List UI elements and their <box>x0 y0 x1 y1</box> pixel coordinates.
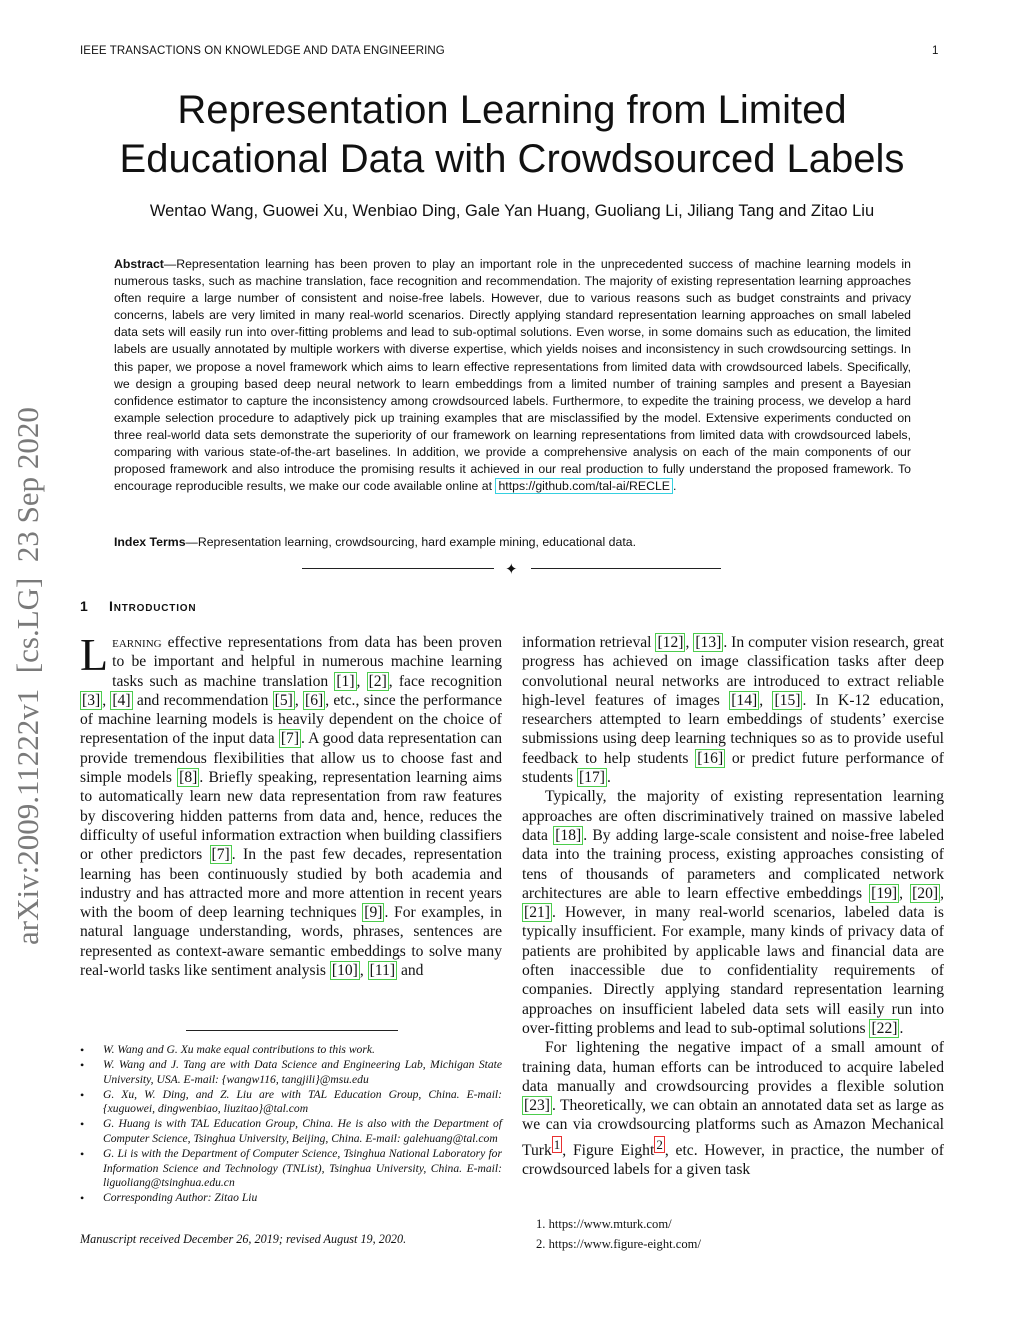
author-list: Wentao Wang, Guowei Xu, Wenbiao Ding, Gale Yan Huang, Guoliang Li, Jiliang Tang and Zitao Liu <box>149 202 875 220</box>
title-line-2: Educational Data with Crowdsourced Labels <box>119 137 905 181</box>
section-number: 1 <box>80 598 88 614</box>
citation-link[interactable]: [7] <box>280 730 300 748</box>
footnotes <box>536 1215 701 1254</box>
code-repo-link[interactable]: https://github.com/tal-ai/RECLE <box>495 478 673 494</box>
intro-paragraph-1: Learning effective representations from data has been proven to be important and helpful in numerous machine learning tasks such as machine translation [1] , [2] , face recognition [3] , [4] and recommendation [5] , [6] , etc., since the performance of machine learning models is heavily dependent on the choice of representation of the input data [7] . A good data representation can provide tremendous flexibilities that allow us to choose fast and simple models [8] . Briefly speaking, representation learning aims to automatically learn new data representation from raw features by discovering hidden patterns from data and, hence, reduces the difficulty of useful information extraction when building classifiers or other predictors [7] . In the past few decades, representation learning has been continuously studied by both academia and industry and has attracted more and more attention in recent years with the boom of deep learning techniques [9] . For examples, in natural language understanding, words, phrases, sentences are represented as context-aware semantic embeddings to solve many real-world tasks like sentiment analysis [10] , [11] and <box>80 629 503 980</box>
index-terms-body: —Representation learning, crowdsourcing, hard example mining, educational data. <box>185 535 636 549</box>
divider-ornament-icon: ✦ <box>505 562 518 578</box>
section-title: Introduction <box>109 598 197 614</box>
citation-link[interactable]: [12] <box>657 634 684 651</box>
citation-link[interactable]: [19] <box>871 884 898 902</box>
affiliation-note: • G. Li is with the Department of Computer Science, Tsinghua National Laboratory for Information Science and Technology (TNList), Tsinghua University, China. E-mail: liguoliang@tsinghua.edu.cn <box>80 1147 502 1191</box>
abstract-body: —Representation learning has been proven to play an important role in the unprecedented success of machine learning models in numerous tasks, such as machine translation, face recognition and recommendation. The majority of existing representation learning approaches often require a large number of consistent and noise-free labels. However, due to various reasons such as budget constraints and privacy concerns, labels are very limited in many real-world scenarios. Directly applying standard representation learning approaches on small labeled data sets will easily run into over-fitting problems and lead to sub-optimal solutions. Even worse, in some domains such as education, the limited labels are usually annotated by multiple workers with diverse expertise, which yields noises and inconsistency in such crowdsourcing settings. In this paper, we propose a novel framework which aims to learn effective representations from limited data with crowdsourced labels. Specifically, we design a grouping based deep neural network to learn embeddings from a limited number of training samples and present a Bayesian confidence estimator to capture the inconsistency among crowdsourced labels. Furthermore, to expedite the training process, we develop a hard example selection procedure to adaptively pick up training examples that are misclassified by the model. Extensive experiments conducted on three real-world data sets demonstrate the superiority of our framework on learning representations from limited data with crowdsourced labels, comparing with various state-of-the-art baselines. In addition, we provide a comprehensive analysis on each of the main components of our proposed framework and also introduce the promising results it achieved in our real production to fully understand the proposed framework. To encourage reproducible results, we make our code available online at <box>114 257 911 494</box>
affiliation-note: • G. Xu, W. Ding, and Z. Liu are with TAL Education Group, China. E-mail: {xuguowei, dingwenbiao, liuzitao}@tal.com <box>80 1088 502 1117</box>
journal-header: IEEE TRANSACTIONS ON KNOWLEDGE AND DATA ENGINEERING <box>80 45 445 57</box>
affiliation-note: • G. Huang is with TAL Education Group, China. He is also with the Department of Computer Science, Tsinghua University, Beijing, China. E-mail: galehuang@tal.com <box>80 1117 502 1146</box>
affiliation-note: • Corresponding Author: Zitao Liu <box>80 1191 502 1206</box>
citation-link[interactable]: [13] <box>695 634 722 651</box>
citation-link[interactable]: [17] <box>579 769 605 787</box>
title-line-1: Representation Learning from Limited <box>177 88 847 132</box>
citation-link[interactable]: [21] <box>524 904 550 922</box>
abstract-label: Abstract <box>114 257 164 271</box>
citation-link[interactable]: [3] <box>82 691 101 709</box>
citation-link[interactable]: [8] <box>179 769 198 787</box>
footnote-link[interactable]: 2 <box>656 1136 663 1152</box>
citation-link[interactable]: [11] <box>369 962 396 980</box>
citation-link[interactable]: [4] <box>112 691 131 709</box>
paper-title <box>60 86 964 184</box>
divider-line-left <box>302 568 494 569</box>
citation-link[interactable]: [22] <box>871 1019 898 1037</box>
citation-link[interactable]: [1] <box>336 672 355 690</box>
left-column <box>80 629 503 980</box>
affiliation-note: • W. Wang and G. Xu make equal contributions to this work. <box>80 1043 502 1058</box>
affiliation-notes <box>80 1043 502 1207</box>
intro-paragraph-1-cont: information retrieval [12] , [13] . In computer vision research, great progress has achieved on image classification tasks after deep convolutional neural networks are introduced to extract reliable high-level features of images [14] , [15] . In K-12 education, researchers attempted to learn embeddings of students’ exercise submissions using deep learning techniques so as to provide useful feedback to help students [16] or predict future performance of students [17] . <box>522 634 944 787</box>
citation-link[interactable]: [20] <box>912 884 939 902</box>
affiliation-note: • W. Wang and J. Tang are with Data Science and Engineering Lab, Michigan State University, USA. E-mail: {wangw116, tangjili}@msu.edu <box>80 1058 502 1087</box>
right-column <box>522 633 944 1180</box>
index-terms-label: Index Terms <box>114 535 186 549</box>
divider-line-right <box>531 568 721 569</box>
citation-link[interactable]: [5] <box>274 691 293 709</box>
citation-link[interactable]: [23] <box>524 1097 550 1115</box>
abstract: Abstract—Representation learning has been proven to play an important role in the unprecedented success of machine learning models in numerous tasks, such as machine translation, face recognition and recommendation. The majority of existing representation learning approaches often require a large number of consistent and noise-free labels. However, due to various reasons such as budget constraints and privacy concerns, labels are very limited in many real-world scenarios. Directly applying standard representation learning approaches on small labeled data sets will easily run into over-fitting problems and lead to sub-optimal solutions. Even worse, in some domains such as education, the limited labels are usually annotated by multiple workers with diverse expertise, which yields noises and inconsistency in such crowdsourcing settings. In this paper, we propose a novel framework which aims to learn effective representations from limited data with crowdsourced labels. Specifically, we design a grouping based deep neural network to learn embeddings from a limited number of training samples and present a Bayesian confidence estimator to capture the inconsistency among crowdsourced labels. Furthermore, to expedite the training process, we develop a hard example selection procedure to adaptively pick up training examples that are misclassified by the model. Extensive experiments conducted on three real-world data sets demonstrate the superiority of our framework on learning representations from limited data with crowdsourced labels, comparing with various state-of-the-art baselines. In addition, we provide a comprehensive analysis on each of the main components of our proposed framework and also introduce the promising results it achieved in our real production to fully understand the proposed framework. To encourage reproducible results, we make our code available online at https://github.com/tal-ai/RECLE . <box>114 257 911 494</box>
citation-link[interactable]: [15] <box>774 691 801 709</box>
drop-cap: L <box>80 629 109 680</box>
arxiv-stamp: arXiv:2009.11222v1 [cs.LG] 23 Sep 2020 <box>10 407 45 945</box>
citation-link[interactable]: [10] <box>331 962 358 980</box>
intro-paragraph-2: Typically, the majority of existing representation learning approaches are often discriminatively trained on massive labeled data [18] . By adding large-scale consistent and noise-free labeled data into the training process, existing approaches consisting of tens of thousands of parameters and complicated network architectures are able to learn effective embeddings [19] , [20] , [21] . However, in many real-world scenarios, labeled data is typically insufficient. For example, many kinds of privacy data of patients are prohibited by applicable laws and financial data are often inaccessible due to confidentiality requirements of companies. Directly applying standard representation learning approaches on insufficient labeled data sets will easily run into over-fitting problems and lead to sub-optimal solutions [22] . <box>522 788 945 1037</box>
citation-link[interactable]: [9] <box>364 904 383 922</box>
page-number: 1 <box>932 45 939 57</box>
citation-link[interactable]: [7] <box>211 846 230 864</box>
intro-paragraph-3: For lightening the negative impact of a small amount of training data, human efforts can be introduced to acquire labeled data manually and crowdsourcing provides a flexible solution [23] . Theoretically, we can obtain an annotated data set as large as we can via crowdsourcing platforms such as Amazon Mechanical Turk $^1$ , Figure Eight $^2$ , etc. However, in practice, the number of crowdsourced labels for a given task <box>522 1039 944 1179</box>
index-terms <box>114 535 911 549</box>
footnote-1: 1. https://www.mturk.com/ <box>536 1217 672 1231</box>
footnote-link[interactable]: 1 <box>553 1136 561 1152</box>
footnote-rule <box>186 1030 398 1031</box>
citation-link[interactable]: [2] <box>368 672 387 690</box>
citation-link[interactable]: [6] <box>305 691 324 709</box>
citation-link[interactable]: [14] <box>731 691 758 709</box>
citation-link[interactable]: [18] <box>555 826 582 844</box>
citation-link[interactable]: [16] <box>697 749 724 767</box>
footnote-2: 2. https://www.figure-eight.com/ <box>536 1236 701 1251</box>
manuscript-note: Manuscript received December 26, 2019; revised August 19, 2020. <box>80 1232 407 1246</box>
